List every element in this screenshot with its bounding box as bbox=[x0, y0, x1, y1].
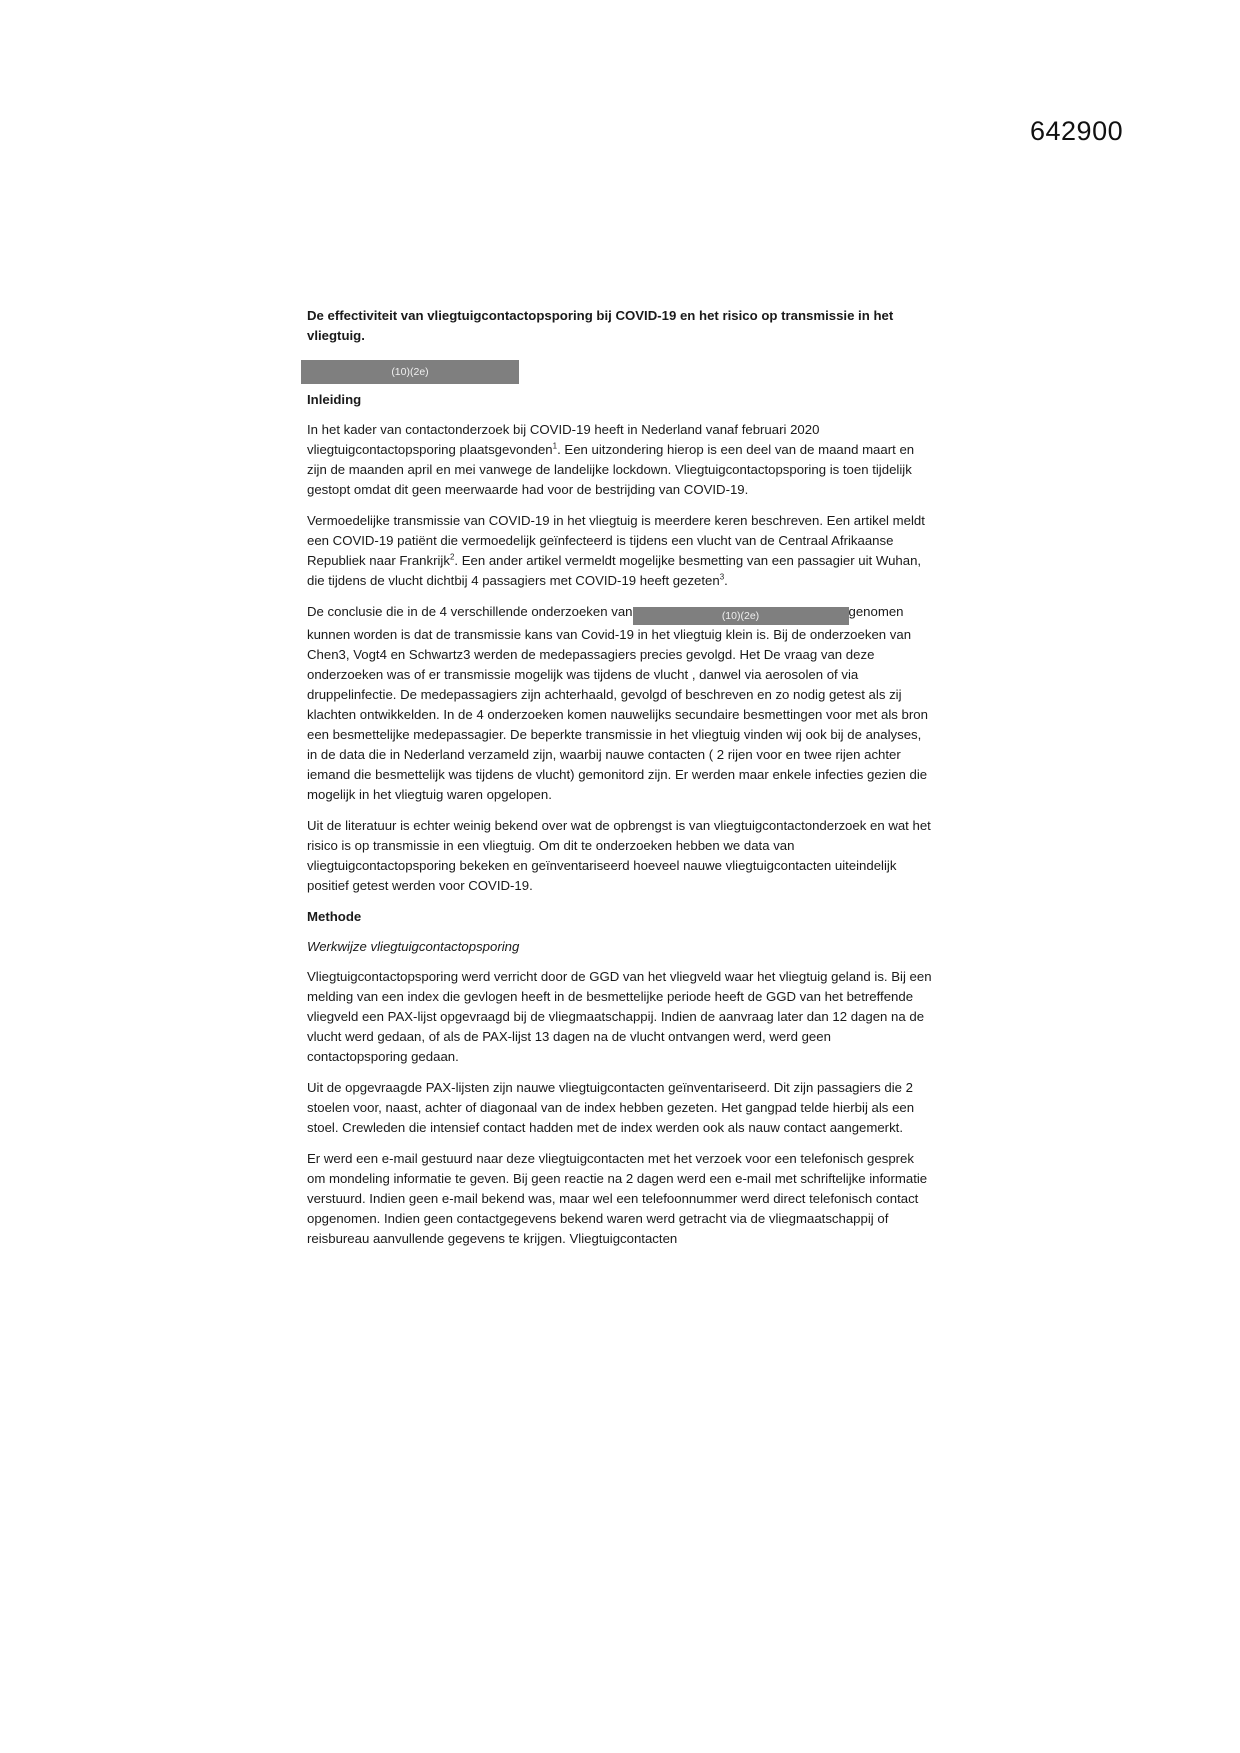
paragraph-inleiding-3 bbox=[307, 602, 935, 805]
footnote-ref: 3 bbox=[719, 572, 725, 582]
redaction-block: (10)(2e) bbox=[301, 360, 519, 384]
redaction-inline: (10)(2e) bbox=[633, 607, 849, 625]
paragraph-methode-3: Er werd een e-mail gestuurd naar deze vliegtuigcontacten met het verzoek voor een telefonisch gesprek om mondeling informatie te geven. Bij geen reactie na 2 dagen werd een e-mail met schriftelijke informatie verstuurd. Indien geen e-mail bekend was, maar wel een telefoonnummer werd direct telefonisch contact opgenomen. Indien geen contactgegevens bekend waren werd getracht via de vliegmaatschappij of reisbureau aanvullende gegevens te krijgen. Vliegtuigcontacten bbox=[307, 1151, 928, 1246]
paragraph-inleiding-1 bbox=[307, 420, 935, 500]
text-run: De conclusie die in de 4 verschillende onderzoeken van bbox=[307, 604, 633, 619]
heading-inleiding: Inleiding bbox=[307, 392, 362, 407]
footnote-ref: 2 bbox=[449, 552, 455, 562]
text-run: . Een uitzondering hierop is een deel van de maand maart en zijn de maanden april en mei vanwege de landelijke lockdown. Vliegtuigcontactopsporing is toen tijdelijk gestopt omdat dit geen meerwaarde had voor de bestrijding van COVID-19. bbox=[307, 442, 915, 497]
heading-methode: Methode bbox=[307, 909, 362, 924]
document-body bbox=[307, 306, 935, 1260]
text-run: In het kader van contactonderzoek bij COVID-19 heeft in Nederland vanaf februari 2020 vliegtuigcontactopsporing plaatsgevonden bbox=[307, 422, 820, 457]
subheading-werkwijze: Werkwijze vliegtuigcontactopsporing bbox=[307, 939, 520, 954]
paragraph-methode-2: Uit de opgevraagde PAX-lijsten zijn nauwe vliegtuigcontacten geïnventariseerd. Dit zijn passagiers die 2 stoelen voor, naast, achter of diagonaal van de index hebben gezeten. Het gangpad telde hierbij als een stoel. Crewleden die intensief contact hadden met de index werden ook als nauw contact aangemerkt. bbox=[307, 1080, 915, 1135]
text-run: genomen kunnen worden is dat de transmissie kans van Covid-19 in het vliegtuig klein is. Bij de onderzoeken van Chen3, Vogt4 en Schwartz3 werden de medepassagiers precies gevolgd. Het De vraag van deze onderzoeken was of er transmissie mogelijk was tijdens de vlucht , danwel via aerosolen of via druppelinfectie. De medepassagiers zijn achterhaald, gevolgd of beschreven en zo nodig getest als zij klachten ontwikkelden. In de 4 onderzoeken komen nauwelijks secundaire besmettingen voor met als bron een besmettelijke medepassagier. De beperkte transmissie in het vliegtuig vinden wij ook bij de analyses, in de data die in Nederland verzameld zijn, waarbij nauwe contacten ( 2 rijen voor en twee rijen achter iemand die besmettelijk was tijdens de vlucht) gemonitord zijn. Er werden maar enkele infecties gezien die mogelijk in het vliegtuig waren opgelopen. bbox=[307, 604, 928, 802]
document-number: 642900 bbox=[1030, 116, 1124, 146]
paragraph-inleiding-2 bbox=[307, 511, 935, 591]
text-run: . Een ander artikel vermeldt mogelijke besmetting van een passagier uit Wuhan, die tijdens de vlucht dichtbij 4 passagiers met COVID-19 heeft gezeten bbox=[307, 553, 922, 588]
text-run: . bbox=[724, 573, 728, 588]
paragraph-inleiding-4: Uit de literatuur is echter weinig bekend over wat de opbrengst is van vliegtuigcontactonderzoek en wat het risico is op transmissie in een vliegtuig. Om dit te onderzoeken hebben we data van vliegtuigcontactopsporing bekeken en geïnventariseerd hoeveel nauwe vliegtuigcontacten uiteindelijk positief getest werden voor COVID-19. bbox=[307, 818, 931, 893]
footnote-ref: 1 bbox=[552, 441, 558, 451]
document-title: De effectiviteit van vliegtuigcontactopsporing bij COVID-19 en het risico op transmissie in het vliegtuig. bbox=[307, 308, 894, 343]
text-run: Vermoedelijke transmissie van COVID-19 in het vliegtuig is meerdere keren beschreven. Een artikel meldt een COVID-19 patiënt die vermoedelijk geïnfecteerd is tijdens een vlucht van de Centraal Afrikaanse Republiek naar Frankrijk bbox=[307, 513, 925, 568]
paragraph-methode-1: Vliegtuigcontactopsporing werd verricht door de GGD van het vliegveld waar het vliegtuig geland is. Bij een melding van een index die gevlogen heeft in de besmettelijke periode heeft de GGD van het betreffende vliegveld een PAX-lijst opgevraagd bij de vliegmaatschappij. Indien de aanvraag later dan 12 dagen na de vlucht werd gedaan, of als de PAX-lijst 13 dagen na de vlucht ontvangen werd, werd geen contactopsporing gedaan. bbox=[307, 969, 932, 1064]
